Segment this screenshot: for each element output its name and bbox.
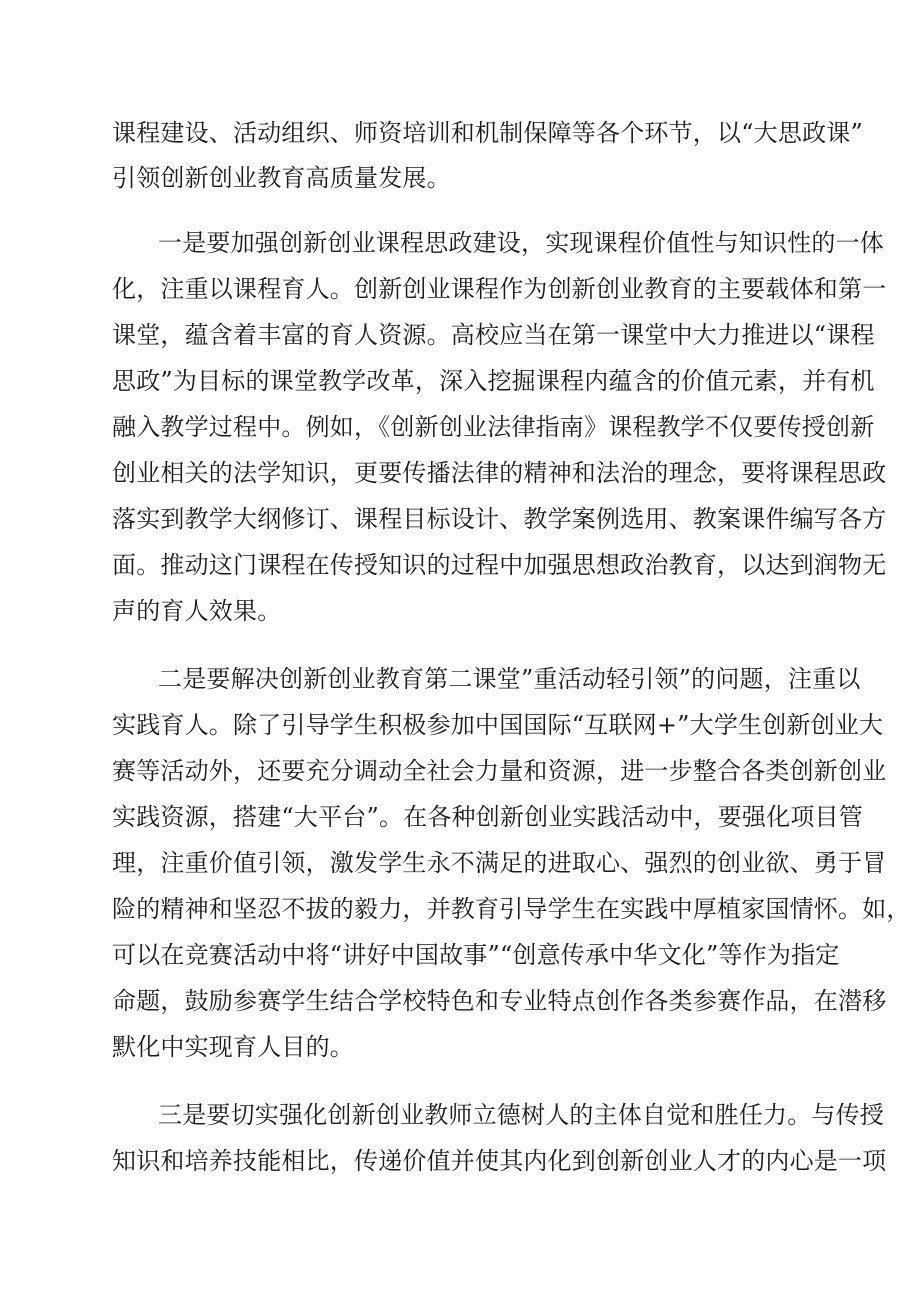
text-line: 三是要切实强化创新创业教师立德树人的主体自觉和胜任力。与传授	[158, 1101, 884, 1129]
text-line: 面。推动这门课程在传授知识的过程中加强思想政治教育，以达到润物无	[112, 551, 887, 579]
text-line: 落实到教学大纲修订、课程目标设计、教学案例选用、教案课件编写各方	[112, 505, 887, 533]
text-line: 赛等活动外，还要充分调动全社会力量和资源，进一步整合各类创新创业	[112, 757, 887, 785]
text-line: 声的育人效果。	[112, 597, 282, 625]
text-line: 实践育人。除了引导学生积极参加中国国际“互联网+”大学生创新创业大	[112, 711, 884, 739]
text-line: 一是要加强创新创业课程思政建设，实现课程价值性与知识性的一体	[158, 229, 884, 257]
text-line: 实践资源，搭建“大平台”。在各种创新创业实践活动中，要强化项目管	[112, 803, 863, 831]
text-line: 知识和培养技能相比，传递价值并使其内化到创新创业人才的内心是一项	[112, 1147, 887, 1175]
text-line: 课程建设、活动组织、师资培训和机制保障等各个环节，以“大思政课”	[112, 119, 863, 147]
text-line: 思政”为目标的课堂教学改革，深入挖掘课程内蕴含的价值元素，并有机	[112, 367, 875, 395]
text-line: 化，注重以课程育人。创新创业课程作为创新创业教育的主要载体和第一	[112, 275, 887, 303]
text-line: 理，注重价值引领，激发学生永不满足的进取心、强烈的创业欲、勇于冒	[112, 849, 887, 877]
text-line: 二是要解决创新创业教育第二课堂”重活动轻引领”的问题，注重以	[158, 665, 861, 693]
text-line: 险的精神和坚忍不拔的毅力，并教育引导学生在实践中厚植家国情怀。如，	[112, 895, 911, 923]
text-line: 引领创新创业教育高质量发展。	[112, 164, 451, 192]
text-line: 融入教学过程中。例如，《创新创业法律指南》课程教学不仅要传授创新	[112, 413, 875, 441]
text-line: 可以在竞赛活动中将“讲好中国故事”“创意传承中华文化”等作为指定	[112, 941, 840, 969]
text-line: 默化中实现育人目的。	[112, 1033, 354, 1061]
text-line: 命题，鼓励参赛学生结合学校特色和专业特点创作各类参赛作品，在潜移	[112, 987, 887, 1015]
text-line: 创业相关的法学知识，更要传播法律的精神和法治的理念，要将课程思政	[112, 459, 887, 487]
text-line: 课堂，蕴含着丰富的育人资源。高校应当在第一课堂中大力推进以“课程	[112, 321, 875, 349]
